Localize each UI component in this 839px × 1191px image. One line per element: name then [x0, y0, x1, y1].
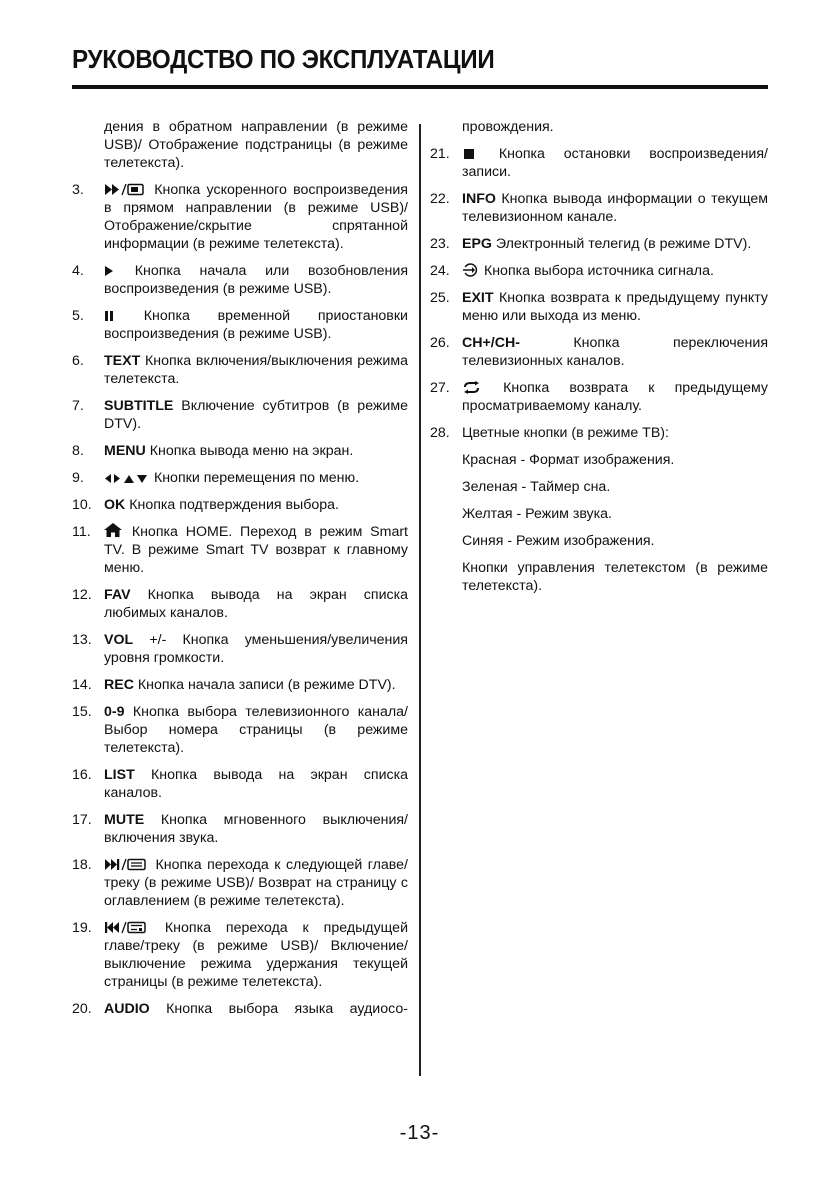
item-text: Кнопки перемещения по меню.	[153, 470, 360, 486]
item-text: Цветные кнопки (в режиме ТВ):	[462, 425, 669, 441]
list-item	[72, 442, 408, 460]
column-divider	[419, 124, 421, 1076]
item-number: 8.	[72, 443, 84, 459]
item-text: Электронный телегид (в режиме DTV).	[495, 236, 752, 252]
list-item	[72, 1000, 408, 1018]
item-text: Кнопка выбора источника сигнала.	[483, 263, 714, 279]
list-item	[72, 631, 408, 667]
list-item	[72, 766, 408, 802]
pause-icon	[104, 310, 114, 322]
item-text: Кнопка выбора телевизионного канала/ Выбор номера страницы (в режиме телетекста).	[104, 704, 408, 756]
list-item	[430, 424, 768, 442]
item-text: Кнопка перехода к следующей главе/треку (в режиме USB)/ Возврат на страницу с оглавлением (в режиме телетекста).	[104, 857, 408, 909]
item-number: 28.	[430, 425, 450, 441]
item-key-suffix: +/-	[149, 632, 167, 648]
item-number: 22.	[430, 191, 450, 207]
list-item	[430, 235, 768, 253]
item-text: Кнопка вывода меню на экран.	[149, 443, 354, 459]
item-number: 20.	[72, 1001, 92, 1017]
item-number: 24.	[430, 263, 450, 279]
item-number: 25.	[430, 290, 450, 306]
item-text: Кнопка возврата к предыдущему просматриваемому каналу.	[462, 380, 769, 414]
item-number: 10.	[72, 497, 92, 513]
item-key: VOL	[104, 632, 134, 648]
item-number: 16.	[72, 767, 92, 783]
item-text: Кнопка подтверждения выбора.	[129, 497, 339, 513]
item-key: OK	[104, 497, 126, 513]
item-text: Кнопка вывода на экран списка любимых каналов.	[104, 587, 408, 621]
fast-forward-subpage-icon	[104, 183, 146, 196]
list-item	[72, 919, 408, 991]
list-item	[72, 307, 408, 343]
recall-icon	[462, 381, 481, 394]
item-text: Кнопка временной приостановки воспроизведения (в режиме USB).	[104, 308, 408, 342]
left-continuation: дения в обратном направлении (в режиме USB)/ Отображение подстраницы (в режиме телетекста).	[104, 119, 408, 171]
list-item	[430, 262, 768, 280]
item-number: 12.	[72, 587, 92, 603]
item-number: 13.	[72, 632, 92, 648]
item-text: Кнопка перехода к предыдущей главе/треку (в режиме USB)/ Включение/выключение режима удержания текущей страницы (в режиме телетекста).	[104, 920, 408, 990]
item-number: 17.	[72, 812, 92, 828]
item-key: EPG	[462, 236, 492, 252]
list-item	[72, 352, 408, 388]
item-key: MUTE	[104, 812, 145, 828]
list-item	[72, 523, 408, 577]
item-key: INFO	[462, 191, 496, 207]
item-text: Кнопка выбора языка аудиосо-	[166, 1001, 408, 1017]
item-number: 18.	[72, 857, 92, 873]
list-item	[72, 469, 408, 487]
list-item	[72, 397, 408, 433]
header-rule	[72, 85, 768, 89]
item-number: 19.	[72, 920, 92, 936]
item-key: MENU	[104, 443, 146, 459]
item-text: Кнопка HOME. Переход в режим Smart TV. В режиме Smart TV возврат к главному меню.	[104, 524, 408, 576]
item-key: REC	[104, 677, 134, 693]
item-number: 15.	[72, 704, 92, 720]
item-number: 6.	[72, 353, 84, 369]
item-text: Кнопка включения/выключения режима телетекста.	[104, 353, 408, 387]
list-item	[72, 181, 408, 253]
list-item	[72, 811, 408, 847]
page-title: РУКОВОДСТВО ПО ЭКСПЛУАТАЦИИ	[72, 44, 495, 74]
list-item	[430, 145, 768, 181]
list-item	[430, 190, 768, 226]
item-number: 4.	[72, 263, 84, 279]
item-key: AUDIO	[104, 1001, 150, 1017]
right-continuation: провождения.	[462, 119, 554, 135]
color-button-green: Зеленая - Таймер сна.	[462, 479, 611, 495]
next-index-icon	[104, 858, 148, 871]
prev-hold-icon	[104, 921, 148, 934]
item-number: 23.	[430, 236, 450, 252]
item-key: CH+/CH-	[462, 335, 520, 351]
item-number: 5.	[72, 308, 84, 324]
item-text: Кнопка возврата к предыдущему пункту меню или выхода из меню.	[462, 290, 768, 324]
teletext-note: Кнопки управления телетекстом (в режиме телетекста).	[462, 560, 768, 594]
play-icon	[104, 265, 114, 277]
item-text: Кнопка начала или возобновления воспроизведения (в режиме USB).	[104, 263, 408, 297]
list-item	[72, 496, 408, 514]
color-button-yellow: Желтая - Режим звука.	[462, 506, 612, 522]
left-column	[72, 118, 408, 1027]
home-icon	[104, 523, 122, 538]
item-number: 7.	[72, 398, 84, 414]
item-number: 14.	[72, 677, 92, 693]
item-number: 27.	[430, 380, 450, 396]
list-item	[72, 262, 408, 298]
item-number: 9.	[72, 470, 84, 486]
item-text: Кнопка ускоренного воспроизведения в прямом направлении (в режиме USB)/ Отображение/скрытие спрятанной информации (в режиме телетекста).	[104, 182, 408, 252]
item-key: EXIT	[462, 290, 494, 306]
color-button-red: Красная - Формат изображения.	[462, 452, 675, 468]
list-item	[72, 586, 408, 622]
list-item	[430, 334, 768, 370]
list-item	[72, 703, 408, 757]
item-key: LIST	[104, 767, 135, 783]
item-text: Кнопка переключения телевизионных каналов.	[462, 335, 768, 369]
arrows-icon	[104, 473, 148, 484]
list-item	[430, 379, 768, 415]
item-key: 0-9	[104, 704, 125, 720]
item-number: 11.	[72, 524, 91, 540]
item-text: Включение субтитров (в режиме DTV).	[104, 398, 408, 432]
item-text: Кнопка начала записи (в режиме DTV).	[137, 677, 396, 693]
item-number: 26.	[430, 335, 450, 351]
page-number: -13-	[399, 1122, 440, 1144]
item-text: Кнопка вывода информации о текущем телевизионном канале.	[462, 191, 769, 225]
item-key: FAV	[104, 587, 131, 603]
stop-icon	[462, 148, 478, 160]
item-key: TEXT	[104, 353, 141, 369]
source-icon	[462, 263, 478, 277]
list-item	[430, 289, 768, 325]
item-key: SUBTITLE	[104, 398, 174, 414]
item-text: Кнопка остановки воспроизведения/записи.	[462, 146, 768, 180]
item-text: Кнопка мгновенного выключения/включения звука.	[104, 812, 408, 846]
list-item	[72, 676, 408, 694]
item-number: 21.	[430, 146, 450, 162]
item-text: Кнопка уменьшения/увеличения уровня громкости.	[104, 632, 408, 666]
color-button-blue: Синяя - Режим изображения.	[462, 533, 655, 549]
list-item	[72, 856, 408, 910]
item-number: 3.	[72, 182, 84, 198]
right-column	[430, 118, 768, 604]
item-text: Кнопка вывода на экран списка каналов.	[104, 767, 408, 801]
